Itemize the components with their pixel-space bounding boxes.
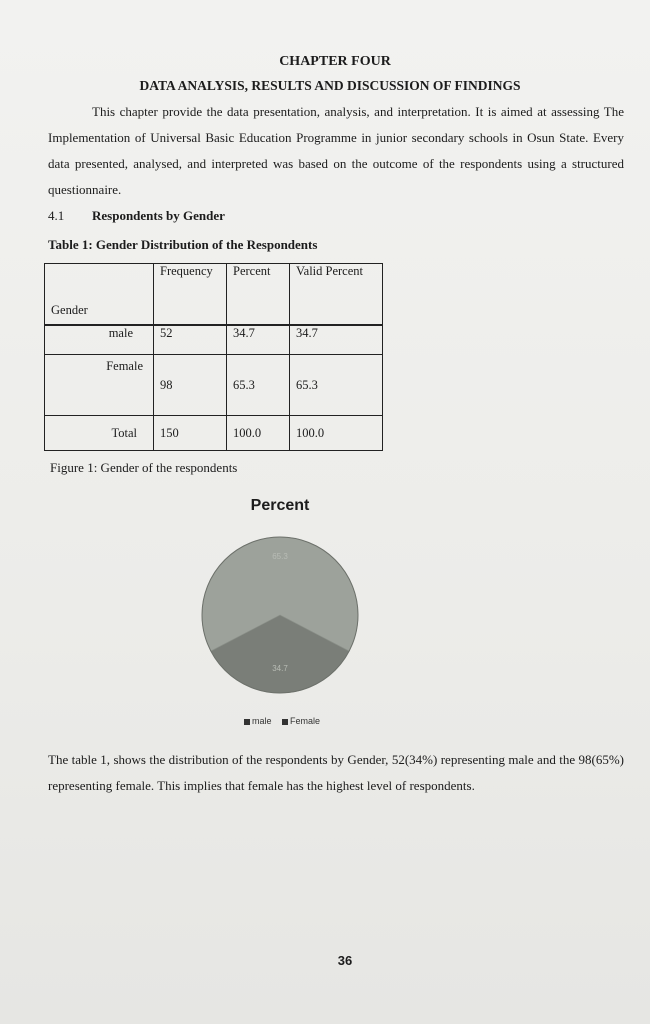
legend-swatch-female	[282, 719, 288, 725]
legend-swatch-male	[244, 719, 250, 725]
discussion-paragraph: The table 1, shows the distribution of the respondents by Gender, 52(34%) representing male and the 98(65%) representing female. This implies that female has the highest level of respondents.	[48, 752, 624, 793]
gender-pie-chart	[200, 525, 360, 705]
legend-item-male	[244, 716, 272, 726]
cell-percent: 65.3	[227, 355, 290, 416]
cell-gender: Total	[45, 416, 154, 451]
gender-table	[44, 263, 383, 451]
chapter-heading: DATA ANALYSIS, RESULTS AND DISCUSSION OF FINDINGS	[139, 78, 521, 93]
figure-caption: Figure 1: Gender of the respondents	[50, 460, 238, 475]
chart-legend	[244, 716, 328, 726]
table-row	[45, 325, 383, 355]
cell-percent: 100.0	[227, 416, 290, 451]
pie-slice-male-label: 34.7	[272, 664, 288, 674]
cell-valid-percent: 65.3	[290, 355, 383, 416]
cell-valid-percent: 34.7	[290, 325, 383, 355]
intro-paragraph: This chapter provide the data presentation, analysis, and interpretation. It is aimed at assessing The Implementation of Universal Basic Education Programme in junior secondary schools in Osun State. Every data presented, analysed, and interpreted was based on the outcome of the respondents using a structured questionnaire.	[48, 104, 624, 197]
cell-gender: Female	[45, 355, 154, 416]
table-row	[45, 416, 383, 451]
table-caption: Table 1: Gender Distribution of the Respondents	[48, 237, 318, 252]
cell-percent: 34.7	[227, 325, 290, 355]
section-number: 4.1	[48, 208, 65, 223]
table-row	[45, 355, 383, 416]
cell-valid-percent: 100.0	[290, 416, 383, 451]
header-valid-percent: Valid Percent	[290, 264, 383, 326]
header-frequency: Frequency	[154, 264, 227, 326]
header-gender: Gender	[45, 264, 154, 326]
header-percent: Percent	[227, 264, 290, 326]
legend-label-male: male	[252, 716, 272, 726]
cell-frequency: 52	[154, 325, 227, 355]
chart-title: Percent	[250, 497, 310, 514]
chapter-label: CHAPTER FOUR	[279, 54, 391, 69]
legend-label-female: Female	[290, 716, 321, 726]
section-title: Respondents by Gender	[92, 208, 225, 223]
legend-item-female	[282, 716, 320, 726]
cell-frequency: 150	[154, 416, 227, 451]
page-number: 36	[337, 953, 353, 968]
table-header-row	[45, 264, 383, 326]
cell-frequency: 98	[154, 355, 227, 416]
section-heading	[48, 208, 225, 224]
cell-gender: male	[45, 325, 154, 355]
pie-slice-female-label: 65.3	[272, 551, 288, 561]
